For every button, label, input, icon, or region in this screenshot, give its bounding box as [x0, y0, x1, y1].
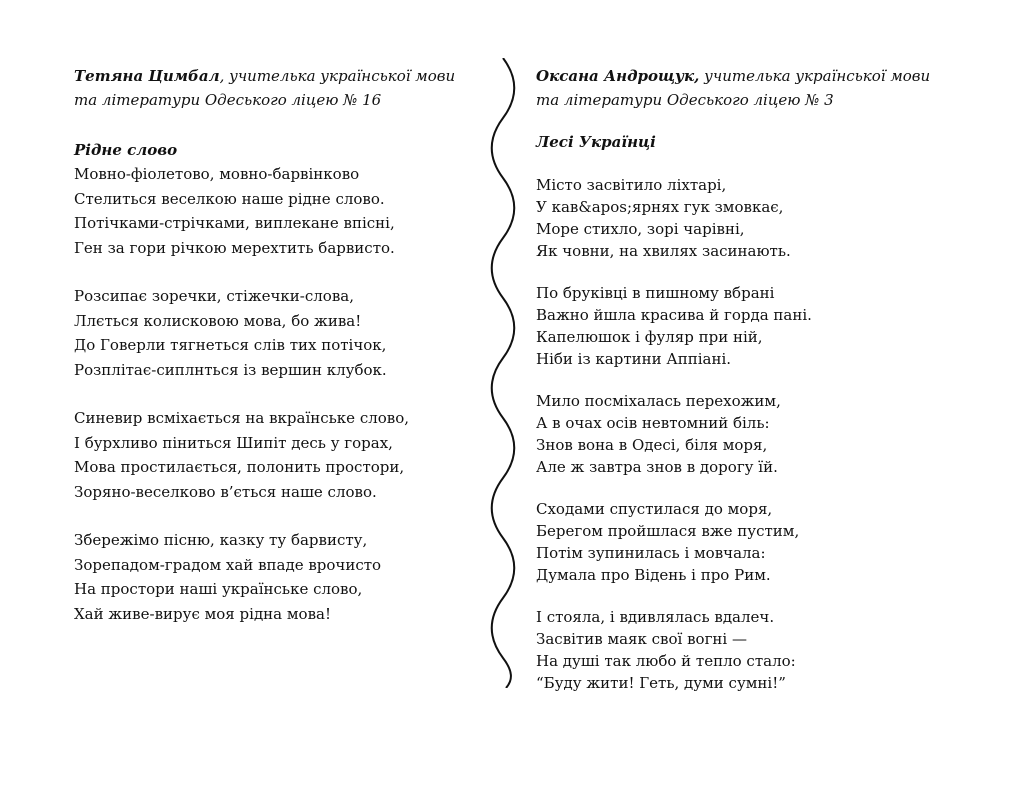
poem-line: Стелиться веселкою наше рідне слово.: [74, 189, 385, 208]
poem-line: Берегом пройшлася вже пустим,: [536, 522, 800, 540]
poem-line: Важно йшла красива й горда пані.: [536, 306, 812, 324]
poem-line: Зоряно-веселково в’ється наше слово.: [74, 482, 377, 501]
poem-line: На душі так любо й тепло стало:: [536, 652, 796, 670]
left-poem-column: [74, 64, 494, 626]
poem-line: Синевир всміхається на вкраїнське слово,: [74, 409, 410, 427]
left-author-role: , учителька української мови: [219, 67, 456, 85]
poem-line: Хай живе-вирує моя рідна мова!: [74, 604, 331, 623]
left-stanza-2: [74, 284, 494, 382]
left-author-line-2: та літератури Одеського ліцею № 16: [74, 91, 382, 109]
poem-line: У кав&apos;ярнях гук змовкає,: [536, 198, 784, 216]
right-author-line-1: [536, 64, 976, 88]
poem-line: “Буду жити! Геть, думи сумні!”: [536, 674, 786, 692]
poem-line: Мова простилається, полонить простори,: [74, 458, 405, 476]
right-author-role: учителька української мови: [699, 67, 931, 85]
left-author-line-1: [74, 64, 494, 88]
right-poem-column: [536, 64, 976, 694]
poem-line: Ніби із картини Аппіані.: [536, 350, 732, 368]
right-author-name: Оксана Андрощук,: [536, 67, 700, 85]
left-stanza-1: [74, 162, 494, 260]
right-poem-title: Лесі Українці: [536, 133, 656, 151]
poem-line: Капелюшок і фуляр при ній,: [536, 328, 763, 346]
poem-line: Розсипає зоречки, стіжечки-слова,: [74, 287, 354, 305]
poem-line: Потім зупинилась і мовчала:: [536, 544, 766, 562]
poem-line: Думала про Відень і про Рим.: [536, 566, 771, 584]
poem-line: Зорепадом-градом хай впаде врочисто: [74, 555, 382, 574]
poem-line: Збережімо пісню, казку ту барвисту,: [74, 531, 368, 549]
right-stanza-4: [536, 498, 976, 586]
poem-line: Засвітив маяк свої вогні —: [536, 630, 747, 648]
poem-line: Море стихло, зорі чарівні,: [536, 220, 745, 238]
poem-line: Місто засвітило ліхтарі,: [536, 176, 727, 194]
poem-line: Але ж завтра знов в дорогу їй.: [536, 458, 778, 476]
poem-line: Мовно-фіолетово, мовно-барвінково: [74, 165, 360, 183]
left-stanza-4: [74, 528, 494, 626]
poem-line: І бурхливо піниться Шипіт десь у горах,: [74, 433, 393, 452]
wavy-divider-line: [492, 58, 515, 688]
right-stanza-5: [536, 606, 976, 694]
poem-line: По бруківці в пишному вбрані: [536, 284, 775, 302]
poem-line: Ген за гори річкою мерехтить барвисто.: [74, 238, 395, 257]
right-author-line-2: та літератури Одеського ліцею № 3: [536, 91, 834, 109]
left-poem-title: Рідне слово: [74, 141, 178, 159]
left-stanza-3: [74, 406, 494, 504]
poem-line: А в очах осів невтомний біль:: [536, 414, 770, 432]
poem-line: Сходами спустилася до моря,: [536, 500, 773, 518]
poem-line: Як човни, на хвилях засинають.: [536, 242, 791, 260]
poem-line: Потічками-стрічками, виплекане впісні,: [74, 214, 395, 232]
right-stanza-3: [536, 390, 976, 478]
right-stanza-2: [536, 282, 976, 370]
poem-line: І стояла, і вдивлялась вдалеч.: [536, 608, 775, 626]
poem-line: До Говерли тягнеться слів тих потічок,: [74, 336, 387, 354]
right-stanza-1: [536, 174, 976, 262]
poem-line: Мило посміхалась перехожим,: [536, 392, 781, 410]
left-author-name: Тетяна Цимбал: [74, 67, 220, 85]
poem-line: Розплітає-сиплнться із вершин клубок.: [74, 360, 387, 379]
poem-line: Ллється колисковою мова, бо жива!: [74, 311, 362, 330]
poem-line: На простори наші українське слово,: [74, 580, 363, 598]
wavy-divider: [488, 58, 518, 688]
poem-line: Знов вона в Одесі, біля моря,: [536, 436, 768, 454]
